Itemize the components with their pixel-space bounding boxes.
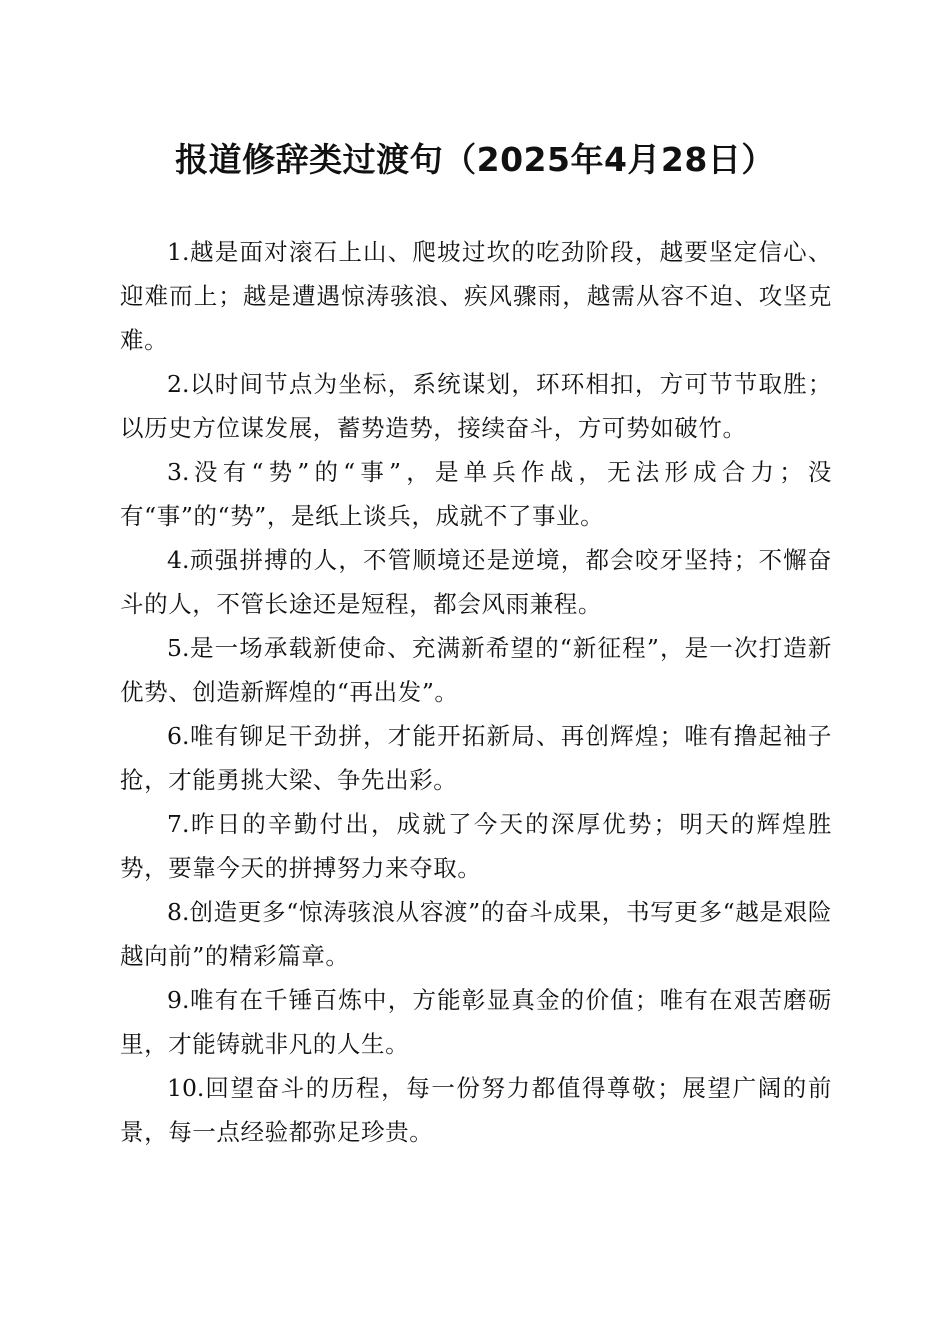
paragraph-text: 顽强拼搏的人，不管顺境还是逆境，都会咬牙坚持；不懈奋斗的人，不管长途还是短程，都会风雨兼程。 <box>120 546 832 618</box>
paragraph-6 <box>120 714 832 802</box>
paragraph-5 <box>120 626 832 714</box>
paragraph-text: 唯有铆足干劲拼，才能开拓新局、再创辉煌；唯有撸起袖子抢，才能勇挑大梁、争先出彩。 <box>120 722 832 794</box>
paragraph-number: 9. <box>167 986 190 1014</box>
paragraph-number: 2. <box>167 370 190 398</box>
paragraph-1 <box>120 230 832 362</box>
paragraph-2 <box>120 362 832 450</box>
paragraph-number: 3. <box>167 458 190 486</box>
paragraph-number: 5. <box>167 634 190 662</box>
paragraph-number: 6. <box>167 722 190 750</box>
paragraph-10 <box>120 1066 832 1154</box>
paragraph-3 <box>120 450 832 538</box>
paragraph-text: 以时间节点为坐标，系统谋划，环环相扣，方可节节取胜；以历史方位谋发展，蓄势造势，接续奋斗，方可势如破竹。 <box>120 370 832 442</box>
paragraph-text: 是一场承载新使命、充满新希望的“新征程”，是一次打造新优势、创造新辉煌的“再出发”。 <box>120 634 832 706</box>
paragraph-number: 4. <box>167 546 190 574</box>
document-body <box>120 230 832 1154</box>
paragraph-text: 创造更多“惊涛骇浪从容渡”的奋斗成果，书写更多“越是艰险越向前”的精彩篇章。 <box>120 898 832 970</box>
paragraph-text: 回望奋斗的历程，每一份努力都值得尊敬；展望广阔的前景，每一点经验都弥足珍贵。 <box>120 1074 832 1146</box>
paragraph-number: 1. <box>167 238 190 266</box>
paragraph-number: 10. <box>167 1074 205 1102</box>
paragraph-text: 唯有在千锤百炼中，方能彰显真金的价值；唯有在艰苦磨砺里，才能铸就非凡的人生。 <box>120 986 832 1058</box>
paragraph-number: 7. <box>167 810 190 838</box>
paragraph-4 <box>120 538 832 626</box>
paragraph-7 <box>120 802 832 890</box>
paragraph-text: 越是面对滚石上山、爬坡过坎的吃劲阶段，越要坚定信心、迎难而上；越是遭遇惊涛骇浪、疾风骤雨，越需从容不迫、攻坚克难。 <box>120 238 832 354</box>
paragraph-number: 8. <box>167 898 190 926</box>
paragraph-8 <box>120 890 832 978</box>
paragraph-text: 没有“势”的“事”，是单兵作战，无法形成合力；没有“事”的“势”，是纸上谈兵，成就不了事业。 <box>120 458 832 530</box>
paragraph-text: 昨日的辛勤付出，成就了今天的深厚优势；明天的辉煌胜势，要靠今天的拼搏努力来夺取。 <box>120 810 832 882</box>
document-title: 报道修辞类过渡句（2025年4月28日） <box>175 140 775 179</box>
paragraph-9 <box>120 978 832 1066</box>
